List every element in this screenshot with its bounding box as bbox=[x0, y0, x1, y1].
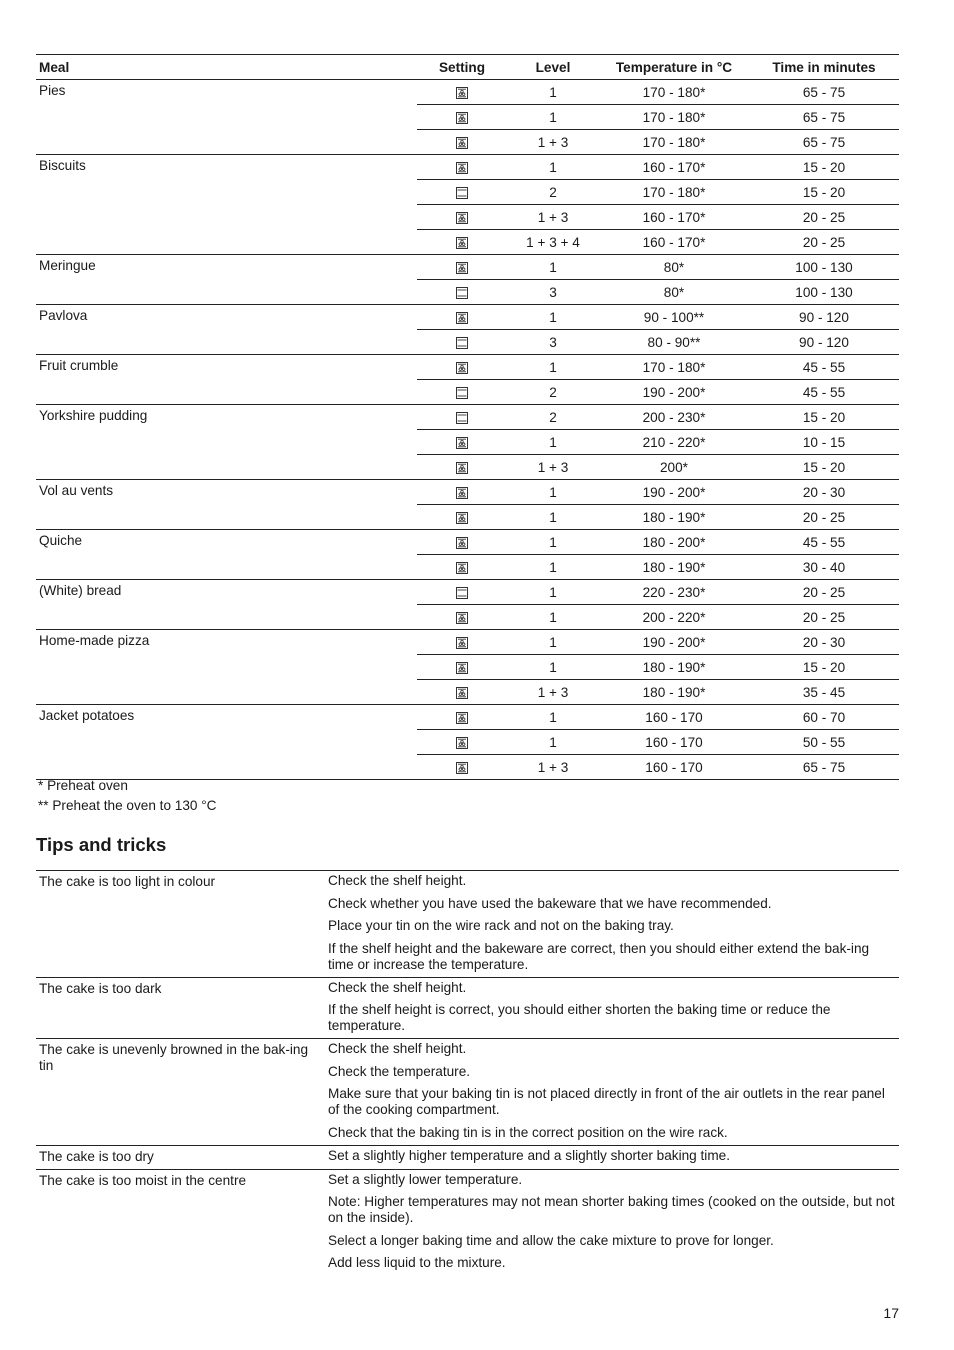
temperature-cell: 180 - 190* bbox=[599, 555, 749, 580]
remedy-text: If the shelf height and the bakeware are correct, then you should either extend the bak-ing time or increase the temperature. bbox=[328, 940, 870, 972]
time-cell: 20 - 25 bbox=[749, 505, 899, 530]
temperature-cell: 160 - 170* bbox=[599, 205, 749, 230]
level-cell: 1 bbox=[507, 555, 599, 580]
setting-cell bbox=[417, 280, 507, 305]
time-cell: 65 - 75 bbox=[749, 130, 899, 155]
header-setting: Setting bbox=[417, 55, 507, 80]
top-bottom-heating-icon bbox=[456, 387, 468, 399]
setting-cell bbox=[417, 580, 507, 605]
level-cell: 1 bbox=[507, 705, 599, 730]
level-cell: 1 bbox=[507, 105, 599, 130]
time-cell: 20 - 25 bbox=[749, 205, 899, 230]
footnote-preheat: * Preheat oven bbox=[38, 778, 128, 793]
time-cell: 30 - 40 bbox=[749, 555, 899, 580]
temperature-cell: 190 - 200* bbox=[599, 380, 749, 405]
meal-cell: Jacket potatoes bbox=[36, 705, 417, 780]
meal-cell: Pavlova bbox=[36, 305, 417, 355]
remedy-text: Place your tin on the wire rack and not on the baking tray. bbox=[328, 918, 674, 933]
level-cell: 1 + 3 bbox=[507, 755, 599, 780]
temperature-cell: 190 - 200* bbox=[599, 630, 749, 655]
remedy-cell bbox=[325, 1169, 899, 1275]
level-cell: 1 + 3 + 4 bbox=[507, 230, 599, 255]
problem-cell: The cake is too light in colour bbox=[36, 871, 325, 978]
temperature-cell: 180 - 190* bbox=[599, 655, 749, 680]
setting-cell bbox=[417, 255, 507, 280]
time-cell: 15 - 20 bbox=[749, 155, 899, 180]
meal-cell: Yorkshire pudding bbox=[36, 405, 417, 480]
fan-heating-icon bbox=[456, 262, 468, 274]
time-cell: 20 - 30 bbox=[749, 630, 899, 655]
fan-heating-icon bbox=[456, 712, 468, 724]
remedy-cell bbox=[325, 977, 899, 1039]
time-cell: 15 - 20 bbox=[749, 405, 899, 430]
problem-cell: The cake is too dark bbox=[36, 977, 325, 1039]
temperature-cell: 170 - 180* bbox=[599, 355, 749, 380]
level-cell: 1 + 3 bbox=[507, 680, 599, 705]
tips-row bbox=[36, 1145, 899, 1169]
setting-cell bbox=[417, 555, 507, 580]
fan-heating-icon bbox=[456, 537, 468, 549]
remedy-cell bbox=[325, 1145, 899, 1169]
setting-cell bbox=[417, 430, 507, 455]
fan-heating-icon bbox=[456, 612, 468, 624]
time-cell: 50 - 55 bbox=[749, 730, 899, 755]
fan-heating-icon bbox=[456, 87, 468, 99]
table-row bbox=[36, 155, 899, 180]
table-row bbox=[36, 480, 899, 505]
header-temperature: Temperature in °C bbox=[599, 55, 749, 80]
time-cell: 45 - 55 bbox=[749, 355, 899, 380]
time-cell: 90 - 120 bbox=[749, 305, 899, 330]
setting-cell bbox=[417, 480, 507, 505]
meal-cell: Home-made pizza bbox=[36, 630, 417, 705]
fan-heating-icon bbox=[456, 162, 468, 174]
remedy-text: Set a slightly higher temperature and a slightly shorter baking time. bbox=[328, 1147, 730, 1163]
setting-cell bbox=[417, 130, 507, 155]
level-cell: 1 bbox=[507, 505, 599, 530]
meal-cell: Meringue bbox=[36, 255, 417, 305]
page-number: 17 bbox=[883, 1305, 899, 1321]
footnotes bbox=[38, 776, 217, 816]
fan-heating-icon bbox=[456, 512, 468, 524]
level-cell: 1 bbox=[507, 730, 599, 755]
remedy-text: Check the shelf height. bbox=[328, 873, 467, 888]
setting-cell bbox=[417, 230, 507, 255]
table-row bbox=[36, 405, 899, 430]
setting-cell bbox=[417, 305, 507, 330]
setting-cell bbox=[417, 380, 507, 405]
footnote-preheat-130: ** Preheat the oven to 130 °C bbox=[38, 798, 217, 813]
level-cell: 1 bbox=[507, 605, 599, 630]
temperature-cell: 160 - 170 bbox=[599, 755, 749, 780]
level-cell: 1 bbox=[507, 355, 599, 380]
remedy-text: If the shelf height is correct, you should either shorten the baking time or reduce the temperature. bbox=[328, 1002, 831, 1033]
remedy-text: Check whether you have used the bakeware that we have recommended. bbox=[328, 895, 772, 911]
time-cell: 20 - 30 bbox=[749, 480, 899, 505]
time-cell: 100 - 130 bbox=[749, 255, 899, 280]
temperature-cell: 80* bbox=[599, 255, 749, 280]
meal-cell: Vol au vents bbox=[36, 480, 417, 530]
setting-cell bbox=[417, 80, 507, 105]
setting-cell bbox=[417, 630, 507, 655]
remedy-text: Set a slightly lower temperature. bbox=[328, 1171, 523, 1187]
setting-cell bbox=[417, 505, 507, 530]
setting-cell bbox=[417, 155, 507, 180]
time-cell: 45 - 55 bbox=[749, 530, 899, 555]
fan-heating-icon bbox=[456, 362, 468, 374]
tips-title: Tips and tricks bbox=[36, 834, 167, 855]
level-cell: 1 bbox=[507, 655, 599, 680]
temperature-cell: 180 - 190* bbox=[599, 505, 749, 530]
remedy-cell bbox=[325, 871, 899, 978]
meal-cell: (White) bread bbox=[36, 580, 417, 630]
time-cell: 20 - 25 bbox=[749, 580, 899, 605]
level-cell: 3 bbox=[507, 330, 599, 355]
table-row bbox=[36, 705, 899, 730]
remedy-text: Select a longer baking time and allow the cake mixture to prove for longer. bbox=[328, 1232, 774, 1248]
meal-cell: Fruit crumble bbox=[36, 355, 417, 405]
setting-cell bbox=[417, 755, 507, 780]
fan-heating-icon bbox=[456, 212, 468, 224]
time-cell: 35 - 45 bbox=[749, 680, 899, 705]
temperature-cell: 200 - 230* bbox=[599, 405, 749, 430]
level-cell: 1 + 3 bbox=[507, 455, 599, 480]
setting-cell bbox=[417, 455, 507, 480]
temperature-cell: 160 - 170* bbox=[599, 230, 749, 255]
fan-heating-icon bbox=[456, 637, 468, 649]
level-cell: 1 bbox=[507, 305, 599, 330]
fan-heating-icon bbox=[456, 762, 468, 774]
temperature-cell: 210 - 220* bbox=[599, 430, 749, 455]
setting-cell bbox=[417, 680, 507, 705]
fan-heating-icon bbox=[456, 437, 468, 449]
level-cell: 1 + 3 bbox=[507, 130, 599, 155]
baking-table bbox=[36, 54, 899, 780]
level-cell: 1 bbox=[507, 580, 599, 605]
top-bottom-heating-icon bbox=[456, 337, 468, 349]
tips-table bbox=[36, 870, 899, 1275]
fan-heating-icon bbox=[456, 112, 468, 124]
header-time: Time in minutes bbox=[749, 55, 899, 80]
top-bottom-heating-icon bbox=[456, 287, 468, 299]
table-row bbox=[36, 355, 899, 380]
level-cell: 1 bbox=[507, 480, 599, 505]
temperature-cell: 220 - 230* bbox=[599, 580, 749, 605]
level-cell: 2 bbox=[507, 180, 599, 205]
temperature-cell: 160 - 170 bbox=[599, 705, 749, 730]
setting-cell bbox=[417, 730, 507, 755]
remedy-text: Check the shelf height. bbox=[328, 979, 467, 995]
temperature-cell: 160 - 170 bbox=[599, 730, 749, 755]
level-cell: 2 bbox=[507, 405, 599, 430]
setting-cell bbox=[417, 105, 507, 130]
table-row bbox=[36, 255, 899, 280]
header-meal: Meal bbox=[36, 55, 417, 80]
setting-cell bbox=[417, 180, 507, 205]
temperature-cell: 160 - 170* bbox=[599, 155, 749, 180]
meal-cell: Quiche bbox=[36, 530, 417, 580]
time-cell: 10 - 15 bbox=[749, 430, 899, 455]
remedy-text: Check the temperature. bbox=[328, 1063, 471, 1079]
meal-cell: Biscuits bbox=[36, 155, 417, 255]
table-header-row bbox=[36, 55, 899, 80]
remedy-text: Add less liquid to the mixture. bbox=[328, 1255, 506, 1270]
time-cell: 45 - 55 bbox=[749, 380, 899, 405]
temperature-cell: 90 - 100** bbox=[599, 305, 749, 330]
top-bottom-heating-icon bbox=[456, 587, 468, 599]
setting-cell bbox=[417, 405, 507, 430]
temperature-cell: 170 - 180* bbox=[599, 105, 749, 130]
temperature-cell: 80* bbox=[599, 280, 749, 305]
table-row bbox=[36, 80, 899, 105]
fan-heating-icon bbox=[456, 687, 468, 699]
fan-heating-icon bbox=[456, 237, 468, 249]
problem-cell: The cake is too dry bbox=[36, 1145, 325, 1169]
time-cell: 20 - 25 bbox=[749, 605, 899, 630]
setting-cell bbox=[417, 605, 507, 630]
remedy-text: Note: Higher temperatures may not mean shorter baking times (cooked on the outside, but not on the inside). bbox=[328, 1194, 895, 1225]
tips-row bbox=[36, 871, 899, 978]
time-cell: 20 - 25 bbox=[749, 230, 899, 255]
setting-cell bbox=[417, 330, 507, 355]
time-cell: 100 - 130 bbox=[749, 280, 899, 305]
remedy-text: Make sure that your baking tin is not placed directly in front of the air outlets in the rear panel of the cooking compartment. bbox=[328, 1086, 885, 1117]
remedy-text: Check that the baking tin is in the correct position on the wire rack. bbox=[328, 1124, 728, 1140]
top-bottom-heating-icon bbox=[456, 187, 468, 199]
time-cell: 15 - 20 bbox=[749, 655, 899, 680]
setting-cell bbox=[417, 655, 507, 680]
table-body bbox=[36, 80, 899, 780]
time-cell: 15 - 20 bbox=[749, 455, 899, 480]
temperature-cell: 170 - 180* bbox=[599, 130, 749, 155]
table-row bbox=[36, 630, 899, 655]
setting-cell bbox=[417, 705, 507, 730]
fan-heating-icon bbox=[456, 462, 468, 474]
top-bottom-heating-icon bbox=[456, 412, 468, 424]
fan-heating-icon bbox=[456, 662, 468, 674]
level-cell: 1 bbox=[507, 630, 599, 655]
time-cell: 15 - 20 bbox=[749, 180, 899, 205]
fan-heating-icon bbox=[456, 487, 468, 499]
time-cell: 65 - 75 bbox=[749, 105, 899, 130]
meal-cell: Pies bbox=[36, 80, 417, 155]
level-cell: 1 bbox=[507, 80, 599, 105]
remedy-text: Check the shelf height. bbox=[328, 1041, 467, 1056]
setting-cell bbox=[417, 205, 507, 230]
level-cell: 1 bbox=[507, 430, 599, 455]
temperature-cell: 170 - 180* bbox=[599, 80, 749, 105]
time-cell: 65 - 75 bbox=[749, 755, 899, 780]
tips-body bbox=[36, 871, 899, 1276]
fan-heating-icon bbox=[456, 737, 468, 749]
time-cell: 90 - 120 bbox=[749, 330, 899, 355]
temperature-cell: 200* bbox=[599, 455, 749, 480]
temperature-cell: 180 - 200* bbox=[599, 530, 749, 555]
level-cell: 1 bbox=[507, 155, 599, 180]
tips-row bbox=[36, 1169, 899, 1275]
tips-row bbox=[36, 1039, 899, 1146]
setting-cell bbox=[417, 530, 507, 555]
table-row bbox=[36, 530, 899, 555]
level-cell: 3 bbox=[507, 280, 599, 305]
temperature-cell: 190 - 200* bbox=[599, 480, 749, 505]
temperature-cell: 170 - 180* bbox=[599, 180, 749, 205]
fan-heating-icon bbox=[456, 137, 468, 149]
tips-row bbox=[36, 977, 899, 1039]
setting-cell bbox=[417, 355, 507, 380]
level-cell: 1 bbox=[507, 530, 599, 555]
level-cell: 1 + 3 bbox=[507, 205, 599, 230]
fan-heating-icon bbox=[456, 312, 468, 324]
table-row bbox=[36, 305, 899, 330]
level-cell: 2 bbox=[507, 380, 599, 405]
table-row bbox=[36, 580, 899, 605]
level-cell: 1 bbox=[507, 255, 599, 280]
problem-cell: The cake is unevenly browned in the bak-ing tin bbox=[36, 1039, 325, 1146]
problem-cell: The cake is too moist in the centre bbox=[36, 1169, 325, 1275]
temperature-cell: 180 - 190* bbox=[599, 680, 749, 705]
time-cell: 60 - 70 bbox=[749, 705, 899, 730]
temperature-cell: 80 - 90** bbox=[599, 330, 749, 355]
temperature-cell: 200 - 220* bbox=[599, 605, 749, 630]
time-cell: 65 - 75 bbox=[749, 80, 899, 105]
fan-heating-icon bbox=[456, 562, 468, 574]
remedy-cell bbox=[325, 1039, 899, 1146]
header-level: Level bbox=[507, 55, 599, 80]
